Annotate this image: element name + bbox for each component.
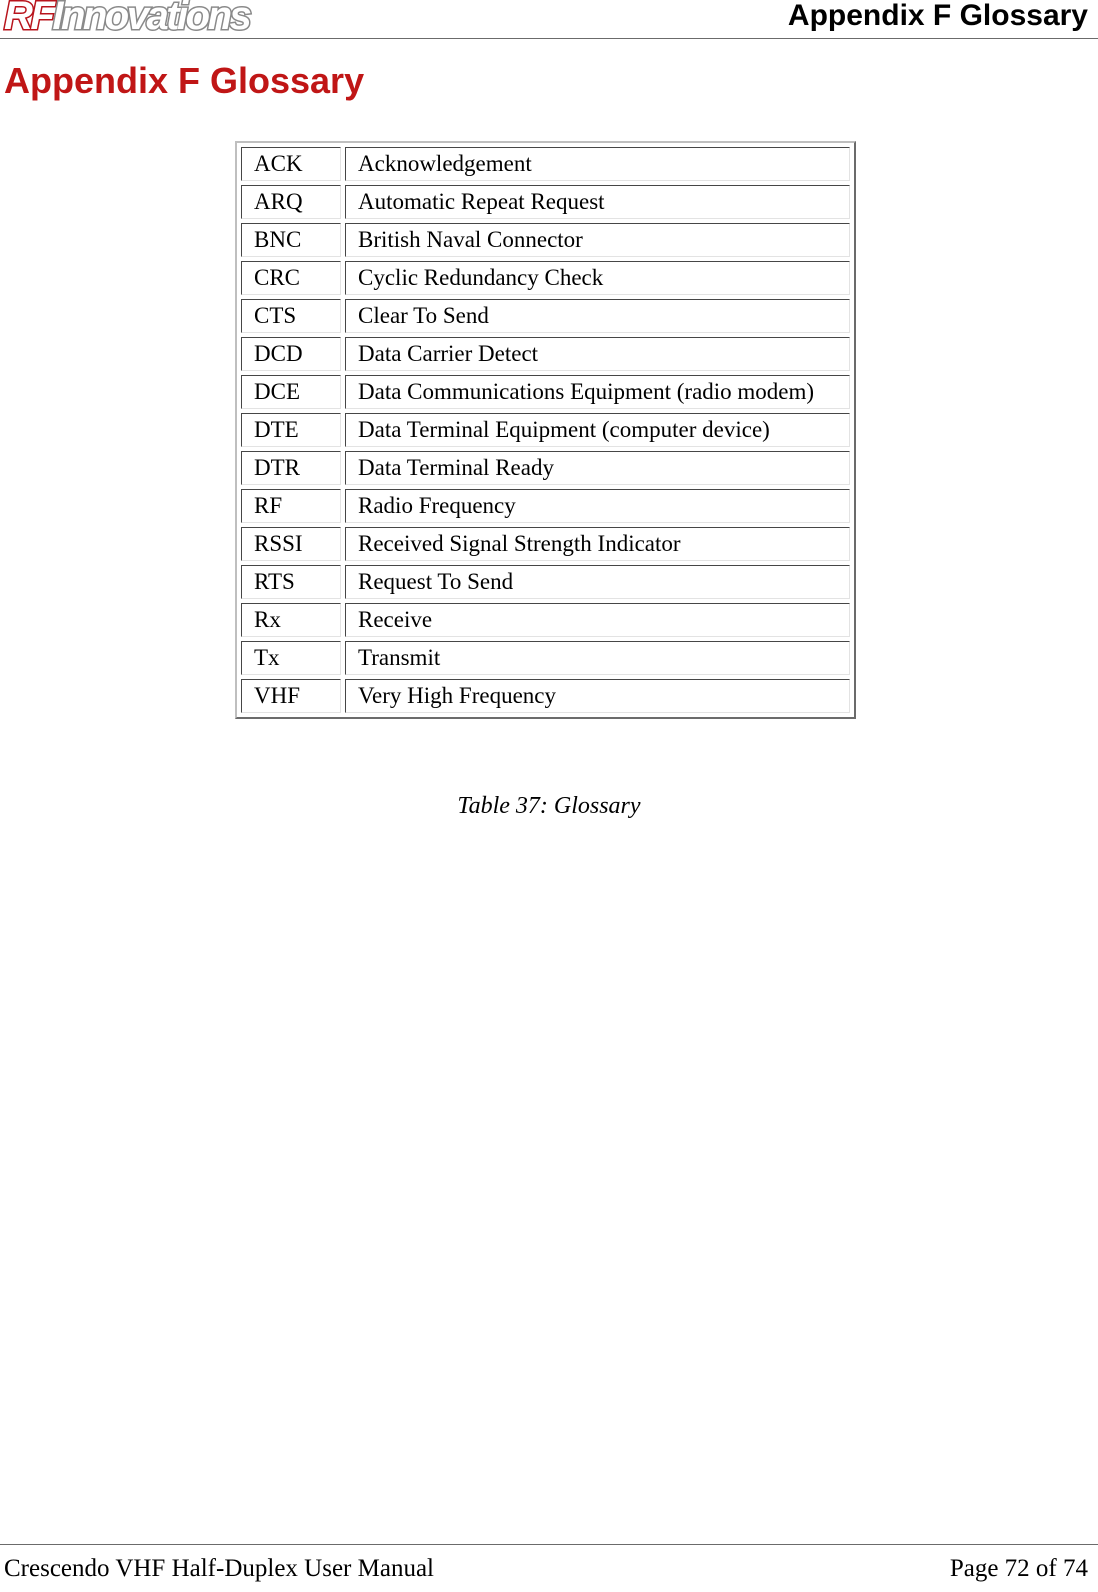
glossary-abbreviation: RTS xyxy=(241,565,341,599)
glossary-definition: Data Carrier Detect xyxy=(345,337,850,371)
manual-title: Crescendo VHF Half-Duplex User Manual xyxy=(4,1555,434,1582)
glossary-definition: Data Communications Equipment (radio modem) xyxy=(345,375,850,409)
glossary-abbreviation: ACK xyxy=(241,147,341,181)
glossary-definition: Receive xyxy=(345,603,850,637)
table-row xyxy=(241,337,850,371)
table-row xyxy=(241,565,850,599)
table-row xyxy=(241,299,850,333)
table-row xyxy=(241,147,850,181)
page-number: Page 72 of 74 xyxy=(949,1555,1088,1582)
glossary-abbreviation: DTE xyxy=(241,413,341,447)
table-row xyxy=(241,261,850,295)
glossary-abbreviation: DCE xyxy=(241,375,341,409)
glossary-table xyxy=(235,141,856,719)
glossary-definition: Request To Send xyxy=(345,565,850,599)
glossary-definition: Transmit xyxy=(345,641,850,675)
glossary-definition: Radio Frequency xyxy=(345,489,850,523)
table-row xyxy=(241,223,850,257)
rfinnovations-logo: RFInnovations xyxy=(4,0,250,38)
glossary-definition: Automatic Repeat Request xyxy=(345,185,850,219)
table-row xyxy=(241,679,850,713)
table-row xyxy=(241,375,850,409)
table-row xyxy=(241,185,850,219)
glossary-definition: Clear To Send xyxy=(345,299,850,333)
glossary-abbreviation: Tx xyxy=(241,641,341,675)
glossary-abbreviation: RF xyxy=(241,489,341,523)
running-title: Appendix F Glossary xyxy=(787,0,1088,32)
glossary-abbreviation: CRC xyxy=(241,261,341,295)
table-caption: Table 37: Glossary xyxy=(457,793,641,819)
table-row xyxy=(241,603,850,637)
page-header xyxy=(0,0,1098,39)
glossary-abbreviation: VHF xyxy=(241,679,341,713)
glossary-abbreviation: DCD xyxy=(241,337,341,371)
glossary-abbreviation: BNC xyxy=(241,223,341,257)
glossary-abbreviation: Rx xyxy=(241,603,341,637)
page-footer xyxy=(0,1544,1098,1592)
glossary-definition: Cyclic Redundancy Check xyxy=(345,261,850,295)
glossary-abbreviation: RSSI xyxy=(241,527,341,561)
glossary-definition: Received Signal Strength Indicator xyxy=(345,527,850,561)
glossary-abbreviation: DTR xyxy=(241,451,341,485)
glossary-abbreviation: ARQ xyxy=(241,185,341,219)
table-row xyxy=(241,489,850,523)
glossary-definition: Data Terminal Ready xyxy=(345,451,850,485)
glossary-definition: British Naval Connector xyxy=(345,223,850,257)
glossary-definition: Very High Frequency xyxy=(345,679,850,713)
glossary-definition: Acknowledgement xyxy=(345,147,850,181)
table-row xyxy=(241,451,850,485)
glossary-abbreviation: CTS xyxy=(241,299,341,333)
table-row xyxy=(241,641,850,675)
table-row xyxy=(241,527,850,561)
table-row xyxy=(241,413,850,447)
page-title: Appendix F Glossary xyxy=(4,60,365,101)
glossary-definition: Data Terminal Equipment (computer device) xyxy=(345,413,850,447)
